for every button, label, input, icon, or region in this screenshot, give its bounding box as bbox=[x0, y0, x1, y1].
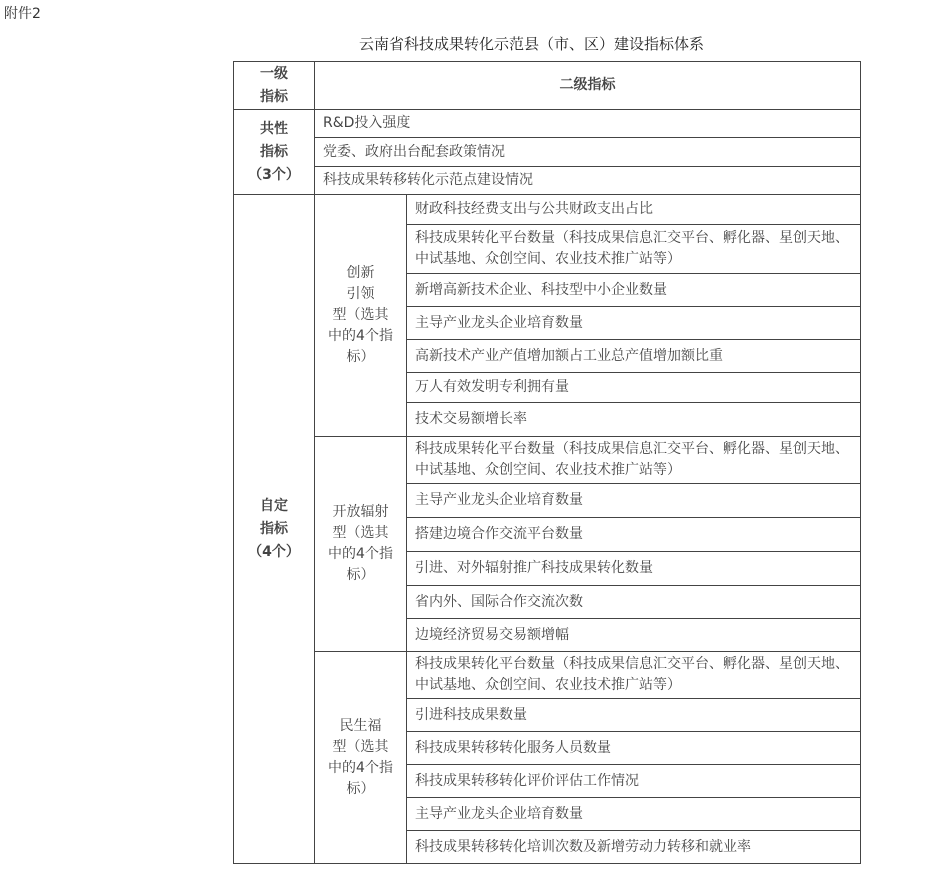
table-row bbox=[234, 138, 861, 167]
category-line: 中的4个指 bbox=[328, 328, 393, 344]
indicator-cell: 科技成果转化平台数量（科技成果信息汇交平台、孵化器、星创天地、中试基地、众创空间、农业技术推广站等） bbox=[407, 652, 861, 699]
common-label-line2: 指标 bbox=[260, 143, 288, 160]
common-label-line3: （3个） bbox=[248, 166, 300, 183]
header-level1-line2: 指标 bbox=[260, 88, 288, 105]
category-line: 标） bbox=[346, 349, 375, 365]
document-title: 云南省科技成果转化示范县（市、区）建设指标体系 bbox=[359, 35, 705, 53]
category-innovation bbox=[315, 195, 407, 437]
indicator-cell: 边境经济贸易交易额增幅 bbox=[407, 619, 861, 652]
indicator-cell: 新增高新技术企业、科技型中小企业数量 bbox=[407, 274, 861, 307]
custom-indicators-label bbox=[234, 195, 315, 864]
category-line: 型（选其 bbox=[332, 307, 389, 323]
custom-label-line3: （4个） bbox=[248, 543, 300, 560]
common-indicators-label bbox=[234, 110, 315, 195]
category-line: 型（选其 bbox=[332, 525, 389, 541]
category-open-radiation bbox=[315, 437, 407, 652]
indicator-cell: 科技成果转移转化示范点建设情况 bbox=[315, 167, 861, 195]
attachment-label: 附件2 bbox=[4, 6, 41, 22]
custom-label-line1: 自定 bbox=[260, 497, 288, 514]
common-label-line1: 共性 bbox=[260, 120, 288, 137]
indicator-cell: 科技成果转化平台数量（科技成果信息汇交平台、孵化器、星创天地、中试基地、众创空间、农业技术推广站等） bbox=[407, 437, 861, 484]
indicator-cell: 省内外、国际合作交流次数 bbox=[407, 586, 861, 619]
category-line: 创新 bbox=[346, 265, 375, 281]
category-line: 引领 bbox=[346, 286, 375, 302]
indicator-cell: R&D投入强度 bbox=[315, 110, 861, 138]
indicator-cell: 万人有效发明专利拥有量 bbox=[407, 373, 861, 403]
category-line: 标） bbox=[346, 780, 375, 797]
table-row bbox=[234, 437, 861, 484]
table-row bbox=[234, 167, 861, 195]
category-line: 民生福 bbox=[339, 717, 382, 734]
indicator-cell: 党委、政府出台配套政策情况 bbox=[315, 138, 861, 167]
header-level2: 二级指标 bbox=[315, 62, 861, 110]
indicator-cell: 主导产业龙头企业培育数量 bbox=[407, 307, 861, 340]
indicator-cell: 高新技术产业产值增加额占工业总产值增加额比重 bbox=[407, 340, 861, 373]
indicator-cell: 科技成果转移转化评价评估工作情况 bbox=[407, 765, 861, 798]
category-line: 开放辐射 bbox=[332, 504, 389, 520]
header-row bbox=[234, 62, 861, 110]
category-line: 标） bbox=[346, 567, 375, 583]
category-line: 中的4个指 bbox=[328, 546, 393, 562]
indicator-cell: 引进科技成果数量 bbox=[407, 699, 861, 732]
category-line: 型（选其 bbox=[332, 738, 389, 755]
indicator-cell: 主导产业龙头企业培育数量 bbox=[407, 798, 861, 831]
table-row bbox=[234, 110, 861, 138]
indicator-cell: 科技成果转移转化服务人员数量 bbox=[407, 732, 861, 765]
indicator-cell: 搭建边境合作交流平台数量 bbox=[407, 518, 861, 552]
indicator-table bbox=[233, 61, 861, 864]
header-level1-line1: 一级 bbox=[260, 65, 288, 82]
indicator-cell: 技术交易额增长率 bbox=[407, 403, 861, 437]
custom-label-line2: 指标 bbox=[260, 520, 288, 537]
header-level1 bbox=[234, 62, 315, 110]
indicator-cell: 科技成果转化平台数量（科技成果信息汇交平台、孵化器、星创天地、中试基地、众创空间、农业技术推广站等） bbox=[407, 225, 861, 274]
indicator-cell: 主导产业龙头企业培育数量 bbox=[407, 484, 861, 518]
category-line: 中的4个指 bbox=[328, 759, 393, 776]
indicator-cell: 科技成果转移转化培训次数及新增劳动力转移和就业率 bbox=[407, 831, 861, 864]
indicator-cell: 引进、对外辐射推广科技成果转化数量 bbox=[407, 552, 861, 586]
table-row bbox=[234, 195, 861, 225]
category-livelihood bbox=[315, 652, 407, 864]
indicator-cell: 财政科技经费支出与公共财政支出占比 bbox=[407, 195, 861, 225]
table-row bbox=[234, 652, 861, 699]
